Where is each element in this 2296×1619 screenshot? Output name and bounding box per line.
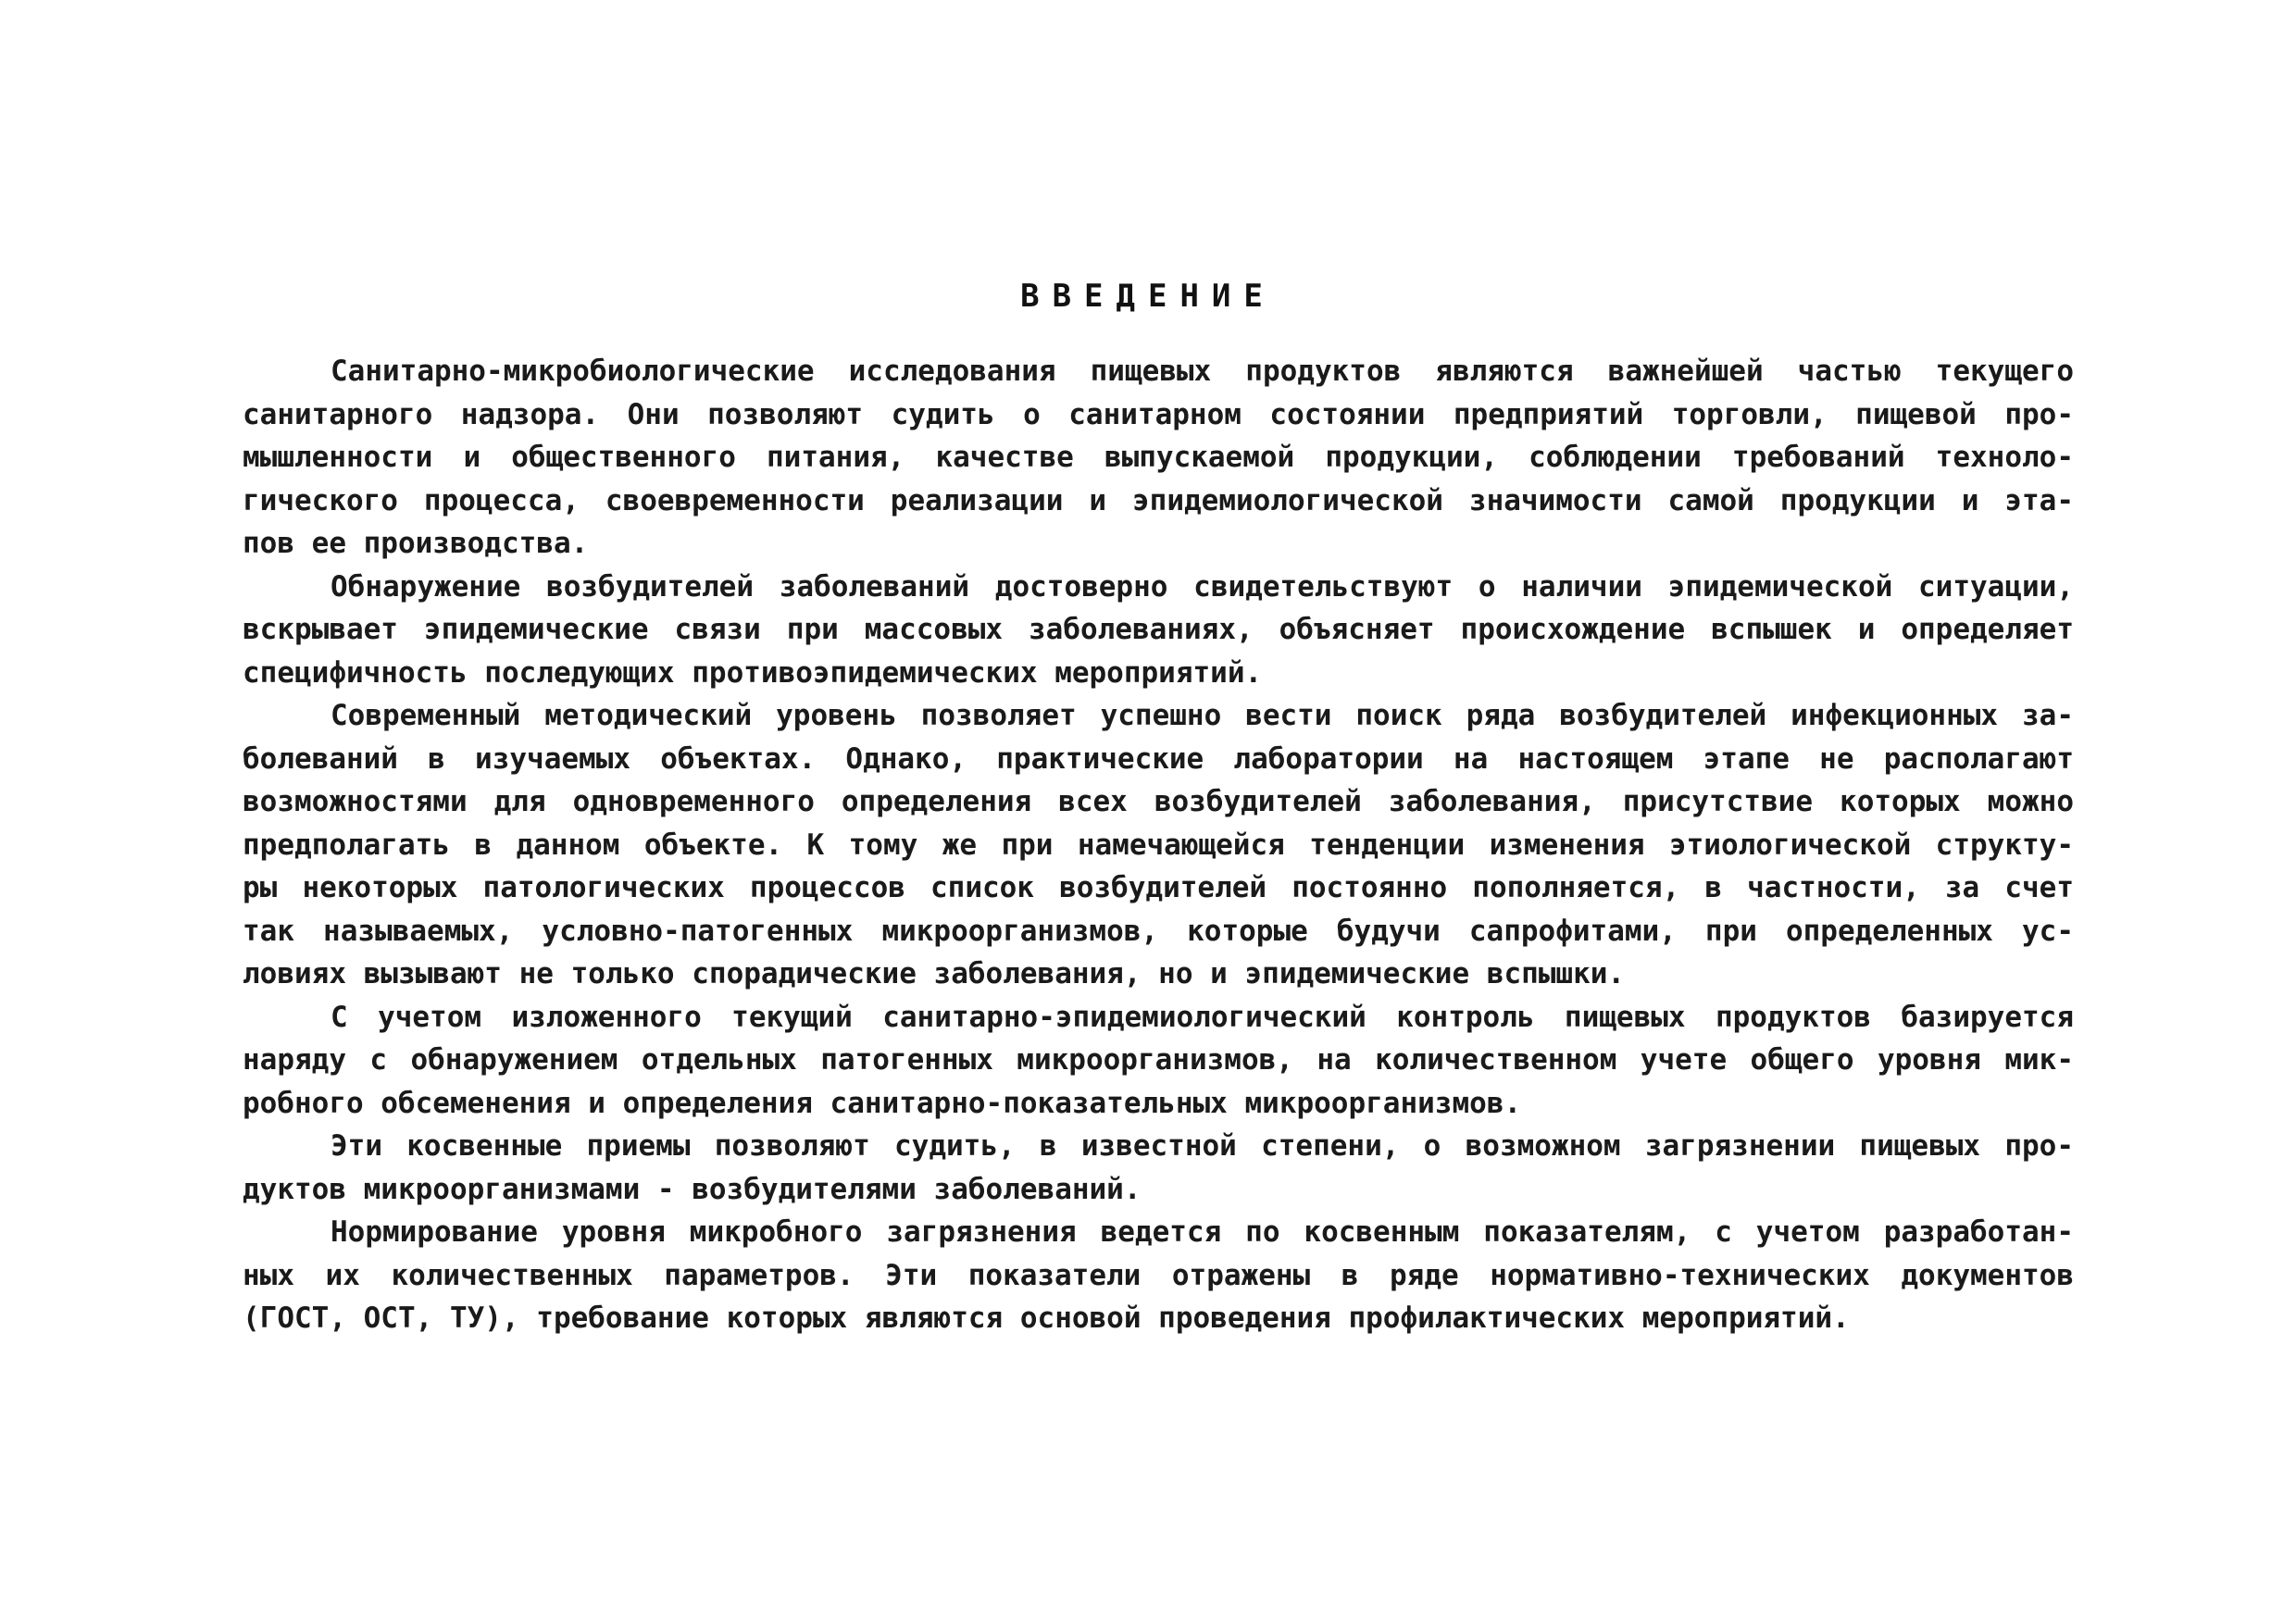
text-line: так называемых, условно-патогенных микроорганизмов, которые будучи сапрофитами, при определенных ус-	[243, 914, 2074, 948]
document-body	[243, 350, 2074, 1340]
text-line: гического процесса, своевременности реализации и эпидемиологической значимости самой продукции и эта-	[243, 483, 2074, 517]
text-line: болеваний в изучаемых объектах. Однако, практические лаборатории на настоящем этапе не располагают	[243, 741, 2074, 776]
text-line: возможностями для одновременного определения всех возбудителей заболевания, присутствие которых можно	[243, 785, 2074, 818]
text-line: наряду с обнаружением отдельных патогенных микроорганизмов, на количественном учете общего уровня мик-	[243, 1043, 2074, 1077]
document-heading: ВВЕДЕНИЕ	[1020, 278, 1276, 315]
text-line: Современный методический уровень позволяет успешно вести поиск ряда возбудителей инфекционных за-	[331, 699, 2074, 732]
text-line: Эти косвенные приемы позволяют судить, в известной степени, о возможном загрязнении пищевых про-	[331, 1129, 2074, 1163]
text-line: робного обсеменения и определения санитарно-показательных микроорганизмов.	[243, 1086, 1522, 1120]
text-line: пов ее производства.	[243, 527, 589, 560]
text-line: ловиях вызывают не только спорадические заболевания, но и эпидемические вспышки.	[243, 957, 1626, 990]
text-line: мышленности и общественного питания, качестве выпускаемой продукции, соблюдении требований техноло-	[243, 441, 2074, 474]
text-line: специфичность последующих противоэпидемических мероприятий.	[243, 655, 1263, 690]
text-line: С учетом изложенного текущий санитарно-эпидемиологический контроль пищевых продуктов базируется	[331, 1000, 2074, 1034]
text-line: вскрывает эпидемические связи при массовых заболеваниях, объясняет происхождение вспышек и определяет	[243, 613, 2074, 646]
text-line: (ГОСТ, ОСТ, ТУ), требование которых являются основой проведения профилактических мероприятий.	[243, 1301, 1850, 1335]
text-line: Обнаружение возбудителей заболеваний достоверно свидетельствуют о наличии эпидемической ситуации,	[331, 569, 2074, 604]
text-line: Нормирование уровня микробного загрязнения ведется по косвенным показателям, с учетом разработан-	[331, 1215, 2074, 1249]
text-line: дуктов микроорганизмами - возбудителями заболеваний.	[243, 1172, 1142, 1206]
text-line: предполагать в данном объекте. К тому же при намечающейся тенденции изменения этиологической структу-	[243, 828, 2074, 862]
text-line: санитарного надзора. Они позволяют судить о санитарном состоянии предприятий торговли, пищевой про-	[243, 397, 2074, 431]
text-line: ры некоторых патологических процессов список возбудителей постоянно пополняется, в частности, за счет	[243, 871, 2074, 904]
text-line: ных их количественных параметров. Эти показатели отражены в ряде нормативно-технических документов	[243, 1258, 2074, 1292]
text-line: Санитарно-микробиологические исследования пищевых продуктов являются важнейшей частью текущего	[331, 355, 2074, 388]
